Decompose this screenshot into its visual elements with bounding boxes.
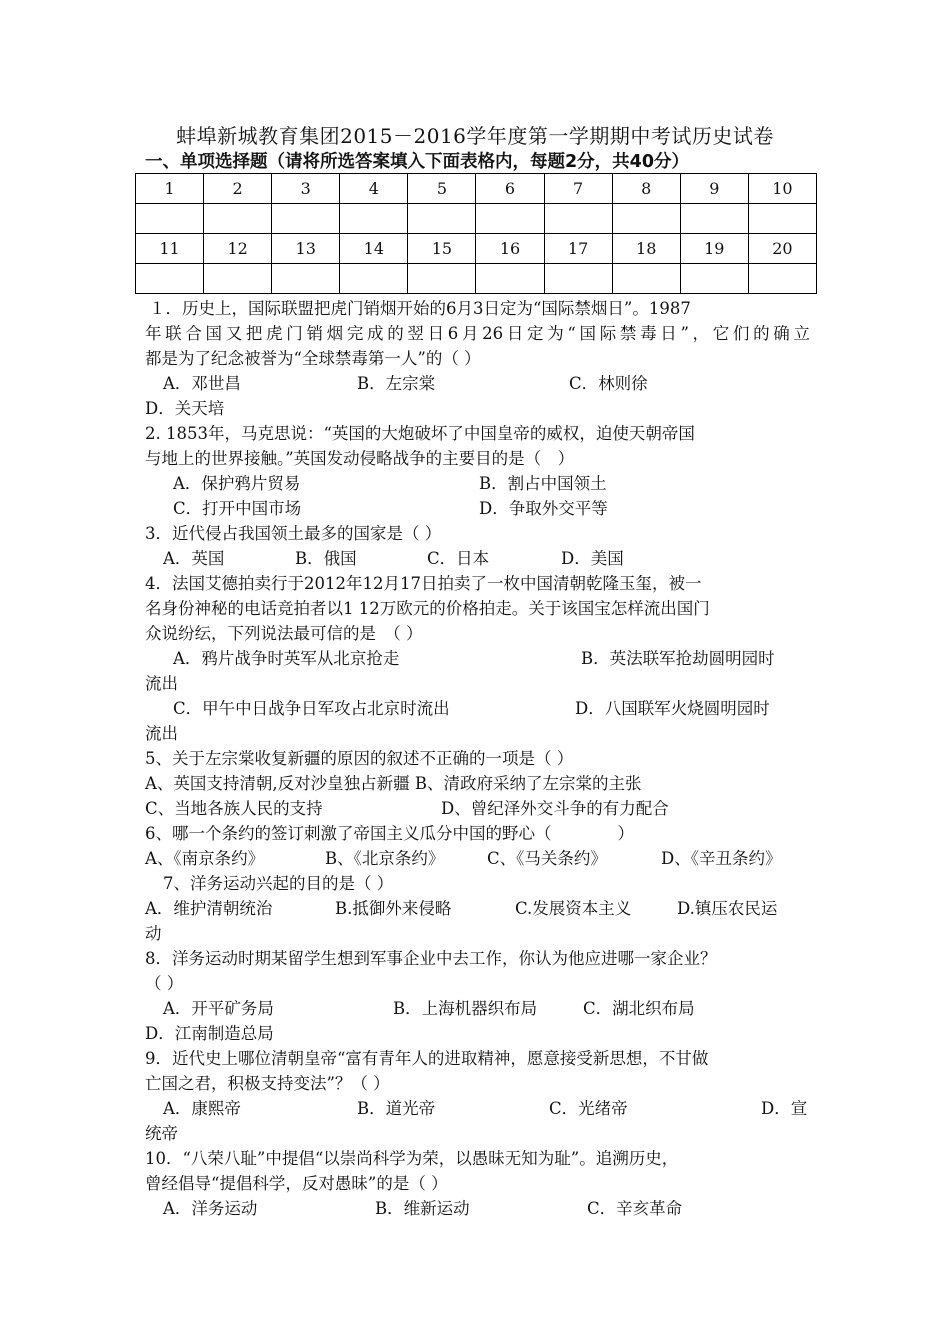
option-a: A．康熙帝	[163, 1099, 241, 1118]
option-c: C．打开中国市场	[173, 499, 302, 518]
answer-blank-cell[interactable]	[340, 264, 408, 294]
answer-blank-cell[interactable]	[680, 204, 748, 234]
question-8-stem: 8．洋务运动时期某留学生想到军事企业中去工作，你认为他应进哪一家企业？	[145, 949, 717, 968]
answer-blank-cell[interactable]	[204, 264, 272, 294]
option-d: D、《辛丑条约》	[661, 849, 782, 868]
option-b-continued: 流出	[145, 674, 178, 693]
answer-number-cell: 20	[748, 234, 816, 264]
answer-blank-cell[interactable]	[408, 204, 476, 234]
question-9-options	[145, 1096, 810, 1121]
option-b: B．上海机器织布局	[393, 999, 538, 1018]
option-b: B、《北京条约》	[325, 849, 445, 868]
answer-blank-cell[interactable]	[748, 204, 816, 234]
answer-number-cell: 18	[612, 234, 680, 264]
answer-number-cell: 7	[544, 174, 612, 204]
option-b: B、清政府采纳了左宗棠的主张	[414, 774, 642, 793]
option-a: A．洋务运动	[163, 1199, 258, 1218]
option-d-continued: 统帝	[145, 1124, 178, 1143]
option-c: C．光绪帝	[549, 1099, 628, 1118]
option-a: A、《南京条约》	[145, 849, 265, 868]
option-d: D．争取外交平等	[479, 499, 608, 518]
option-c: C．湖北织布局	[583, 999, 695, 1018]
option-d: D．关天培	[145, 399, 225, 418]
question-4-options	[145, 696, 810, 721]
question-3-options	[145, 546, 810, 571]
answer-blank-cell[interactable]	[272, 204, 340, 234]
option-c: C、当地各族人民的支持	[145, 799, 323, 818]
answer-number-row	[136, 174, 817, 204]
option-a: A．维护清朝统治	[145, 899, 273, 918]
answer-number-cell: 11	[136, 234, 204, 264]
question-6-stem: 6、哪一个条约的签订刺激了帝国主义瓜分中国的野心（ ）	[145, 824, 634, 843]
question-3-stem: 3．近代侵占我国领土最多的国家是（ ）	[145, 524, 442, 543]
option-c: C．甲午中日战争日军攻占北京时流出	[173, 699, 450, 718]
option-b: B．英法联军抢劫圆明园时	[581, 649, 775, 668]
option-d: D、曾纪泽外交斗争的有力配合	[441, 799, 669, 818]
option-a: A、英国支持清朝,反对沙皇独占新疆	[145, 774, 410, 793]
question-1-stem: 年联合国又把虎门销烟完成的翌日6月26日定为“国际禁毒日”，它们的确立	[145, 324, 810, 343]
answer-table	[135, 173, 817, 294]
question-7-options	[145, 896, 810, 921]
answer-number-cell: 8	[612, 174, 680, 204]
option-b: B．左宗棠	[357, 374, 436, 393]
option-c: C、《马关条约》	[487, 849, 607, 868]
option-d-continued: 流出	[145, 724, 178, 743]
question-10-stem: 曾经倡导“提倡科学，反对愚昧”的是（ ）	[145, 1174, 448, 1193]
page-title: 蚌埠新城教育集团2015－2016学年度第一学期期中考试历史试卷	[176, 124, 774, 148]
answer-blank-cell[interactable]	[612, 204, 680, 234]
question-6-options	[145, 846, 810, 871]
option-a: A．开平矿务局	[163, 999, 274, 1018]
answer-blank-cell[interactable]	[136, 204, 204, 234]
answer-number-cell: 19	[680, 234, 748, 264]
question-list	[145, 296, 810, 1221]
question-4-stem: 4．法国艾德拍卖行于2012年12月17日拍卖了一枚中国清朝乾隆玉玺，被一	[145, 574, 702, 593]
answer-number-cell: 10	[748, 174, 816, 204]
question-7-stem: 7、洋务运动兴起的目的是（ ）	[163, 874, 394, 893]
option-d: D．江南制造总局	[145, 1024, 274, 1043]
section-heading: 一、单项选择题（请将所选答案填入下面表格内，每题2分，共40分）	[145, 152, 690, 172]
option-c: C．辛亥革命	[587, 1199, 683, 1218]
question-5-stem: 5、关于左宗棠收复新疆的原因的叙述不正确的一项是（ ）	[145, 749, 574, 768]
question-5-options	[145, 771, 810, 796]
answer-number-cell: 6	[476, 174, 544, 204]
answer-blank-cell[interactable]	[476, 204, 544, 234]
question-2-stem: 与地上的世界接触。”英国发动侵略战争的主要目的是（ ）	[145, 449, 575, 468]
option-d-continued: 动	[145, 924, 162, 943]
option-c: C．林则徐	[569, 374, 648, 393]
answer-number-cell: 9	[680, 174, 748, 204]
option-c: C．日本	[427, 549, 490, 568]
question-1-options	[145, 371, 810, 396]
question-1-stem: 都是为了纪念被誉为“全球禁毒第一人”的（ ）	[145, 349, 481, 368]
question-2-stem: 2. 1853年，马克思说：“英国的大炮破坏了中国皇帝的威权，迫使天朝帝国	[145, 424, 695, 443]
option-b: B．割占中国领土	[479, 474, 607, 493]
answer-number-row	[136, 234, 817, 264]
option-b: B．俄国	[295, 549, 357, 568]
question-4-options	[145, 646, 810, 671]
option-b: B.抵御外来侵略	[335, 899, 452, 918]
question-4-stem: 众说纷纭，下列说法最可信的是 （ ）	[145, 624, 423, 643]
answer-number-cell: 16	[476, 234, 544, 264]
option-a: A．邓世昌	[163, 374, 241, 393]
answer-blank-row	[136, 204, 817, 234]
answer-blank-cell[interactable]	[544, 264, 612, 294]
question-4-stem: 名身份神秘的电话竞拍者以1 12万欧元的价格拍走。关于该国宝怎样流出国门	[145, 599, 710, 618]
answer-blank-cell[interactable]	[408, 264, 476, 294]
question-10-stem: 10．“八荣八耻”中提倡“以崇尚科学为荣，以愚昧无知为耻”。追溯历史，	[145, 1149, 679, 1168]
answer-number-cell: 17	[544, 234, 612, 264]
answer-blank-cell[interactable]	[680, 264, 748, 294]
answer-number-cell: 1	[136, 174, 204, 204]
answer-number-cell: 2	[204, 174, 272, 204]
option-a: A．鸦片战争时英军从北京抢走	[173, 649, 400, 668]
option-b: B．道光帝	[357, 1099, 436, 1118]
answer-blank-cell[interactable]	[544, 204, 612, 234]
answer-number-cell: 13	[272, 234, 340, 264]
answer-number-cell: 14	[340, 234, 408, 264]
answer-blank-cell[interactable]	[748, 264, 816, 294]
answer-blank-cell[interactable]	[272, 264, 340, 294]
answer-blank-cell[interactable]	[476, 264, 544, 294]
question-8-stem: （ ）	[145, 974, 184, 993]
question-10-options	[145, 1196, 810, 1221]
question-2-options	[145, 496, 810, 521]
option-a: A．保护鸦片贸易	[173, 474, 301, 493]
question-9-stem: 9．近代史上哪位清朝皇帝“富有青年人的进取精神，愿意接受新思想，不甘做	[145, 1049, 709, 1068]
question-9-stem: 亡国之君，积极支持变法”？（ ）	[145, 1074, 390, 1093]
option-c: C.发展资本主义	[515, 899, 632, 918]
option-a: A．英国	[163, 549, 225, 568]
answer-number-cell: 4	[340, 174, 408, 204]
question-2-options	[145, 471, 810, 496]
answer-blank-cell[interactable]	[340, 204, 408, 234]
answer-blank-cell[interactable]	[204, 204, 272, 234]
answer-blank-row	[136, 264, 817, 294]
option-d: D．美国	[561, 549, 624, 568]
answer-number-cell: 12	[204, 234, 272, 264]
option-d: D.镇压农民运	[677, 899, 778, 918]
answer-number-cell: 15	[408, 234, 476, 264]
option-b: B．维新运动	[375, 1199, 470, 1218]
answer-number-cell: 5	[408, 174, 476, 204]
option-d: D．宣	[761, 1099, 808, 1118]
question-5-options	[145, 796, 810, 821]
option-d: D．八国联军火烧圆明园时	[575, 699, 770, 718]
question-8-options	[145, 996, 810, 1021]
answer-blank-cell[interactable]	[612, 264, 680, 294]
answer-blank-cell[interactable]	[136, 264, 204, 294]
answer-number-cell: 3	[272, 174, 340, 204]
question-1-stem: １．历史上，国际联盟把虎门销烟开始的6月3日定为“国际禁烟日”。1987	[149, 299, 691, 318]
